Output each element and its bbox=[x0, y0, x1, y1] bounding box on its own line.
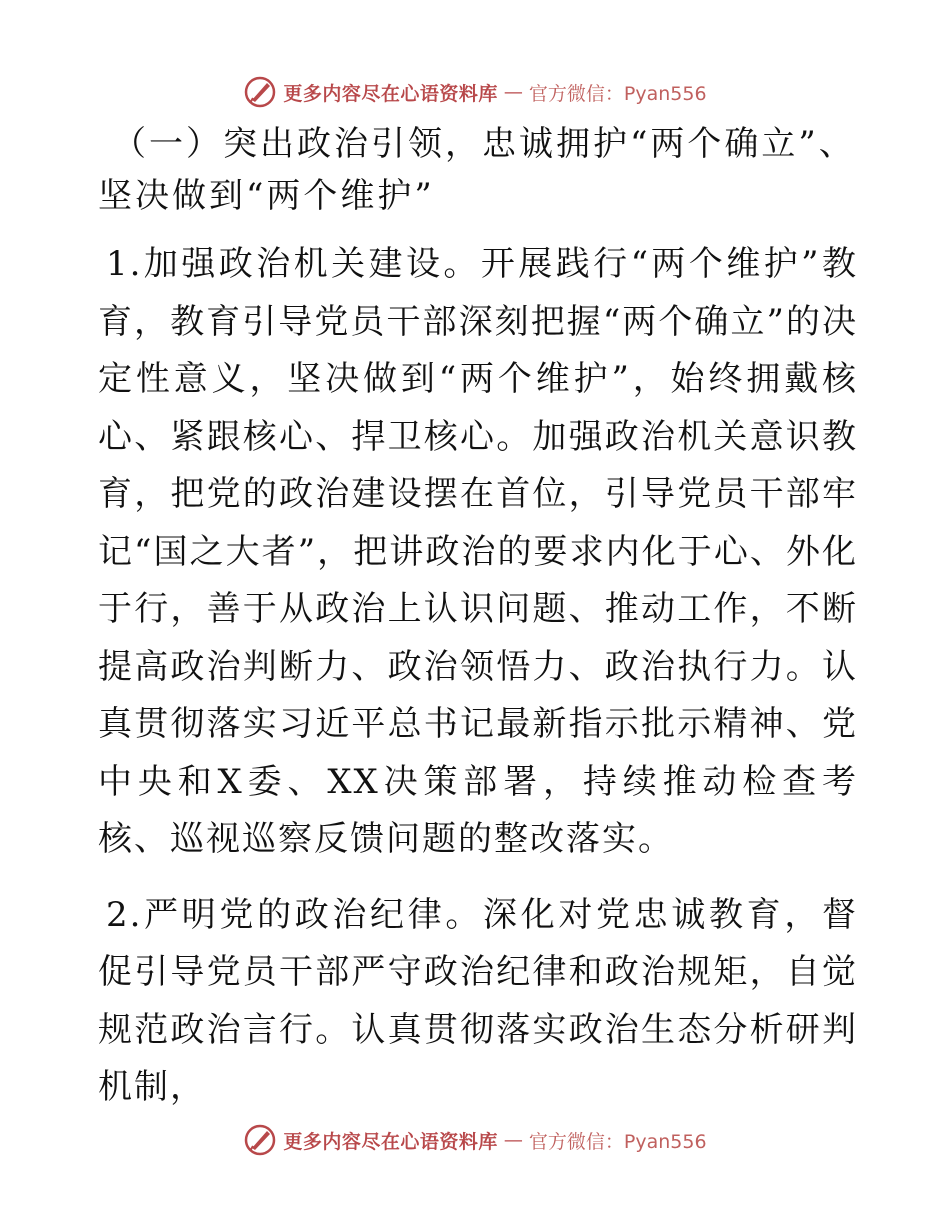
section-heading: （一）突出政治引领，忠诚拥护“两个确立”、坚决做到“两个维护” bbox=[98, 124, 856, 216]
quill-logo-icon bbox=[243, 75, 277, 109]
quill-logo-icon bbox=[243, 1123, 277, 1157]
paragraph-1: 1.加强政治机关建设。开展践行“两个维护”教育，教育引导党员干部深刻把握“两个确立”的决定性意义，坚决做到“两个维护”，始终拥戴核心、紧跟核心、捍卫核心。加强政治机关意识教育，把党的政治建设摆在首位，引导党员干部牢记“国之大者”，把讲政治的要求内化于心、外化于行，善于从政治上认识问题、推动工作，不断提高政治判断力、政治领悟力、政治执行力。认真贯彻落实习近平总书记最新指示批示精神、党中央和X委、XX决策部署，持续推动检查考核、巡视巡察反馈问题的整改落实。 bbox=[98, 244, 858, 859]
paragraph-2: 2.严明党的政治纪律。深化对党忠诚教育，督促引导党员干部严守政治纪律和政治规矩，自觉规范政治言行。认真贯彻落实政治生态分析研判机制， bbox=[98, 894, 858, 1107]
header-brand-text: 更多内容尽在心语资料库 bbox=[283, 82, 498, 105]
footer-watermark-banner bbox=[0, 1120, 950, 1160]
document-body bbox=[98, 118, 858, 1135]
footer-separator: — bbox=[503, 1129, 523, 1151]
footer-contact-text: 官方微信：Pyan556 bbox=[528, 1130, 707, 1153]
footer-brand-text: 更多内容尽在心语资料库 bbox=[283, 1130, 498, 1153]
header-separator: — bbox=[503, 81, 523, 103]
header-watermark-banner bbox=[0, 72, 950, 112]
header-contact-text: 官方微信：Pyan556 bbox=[528, 82, 707, 105]
